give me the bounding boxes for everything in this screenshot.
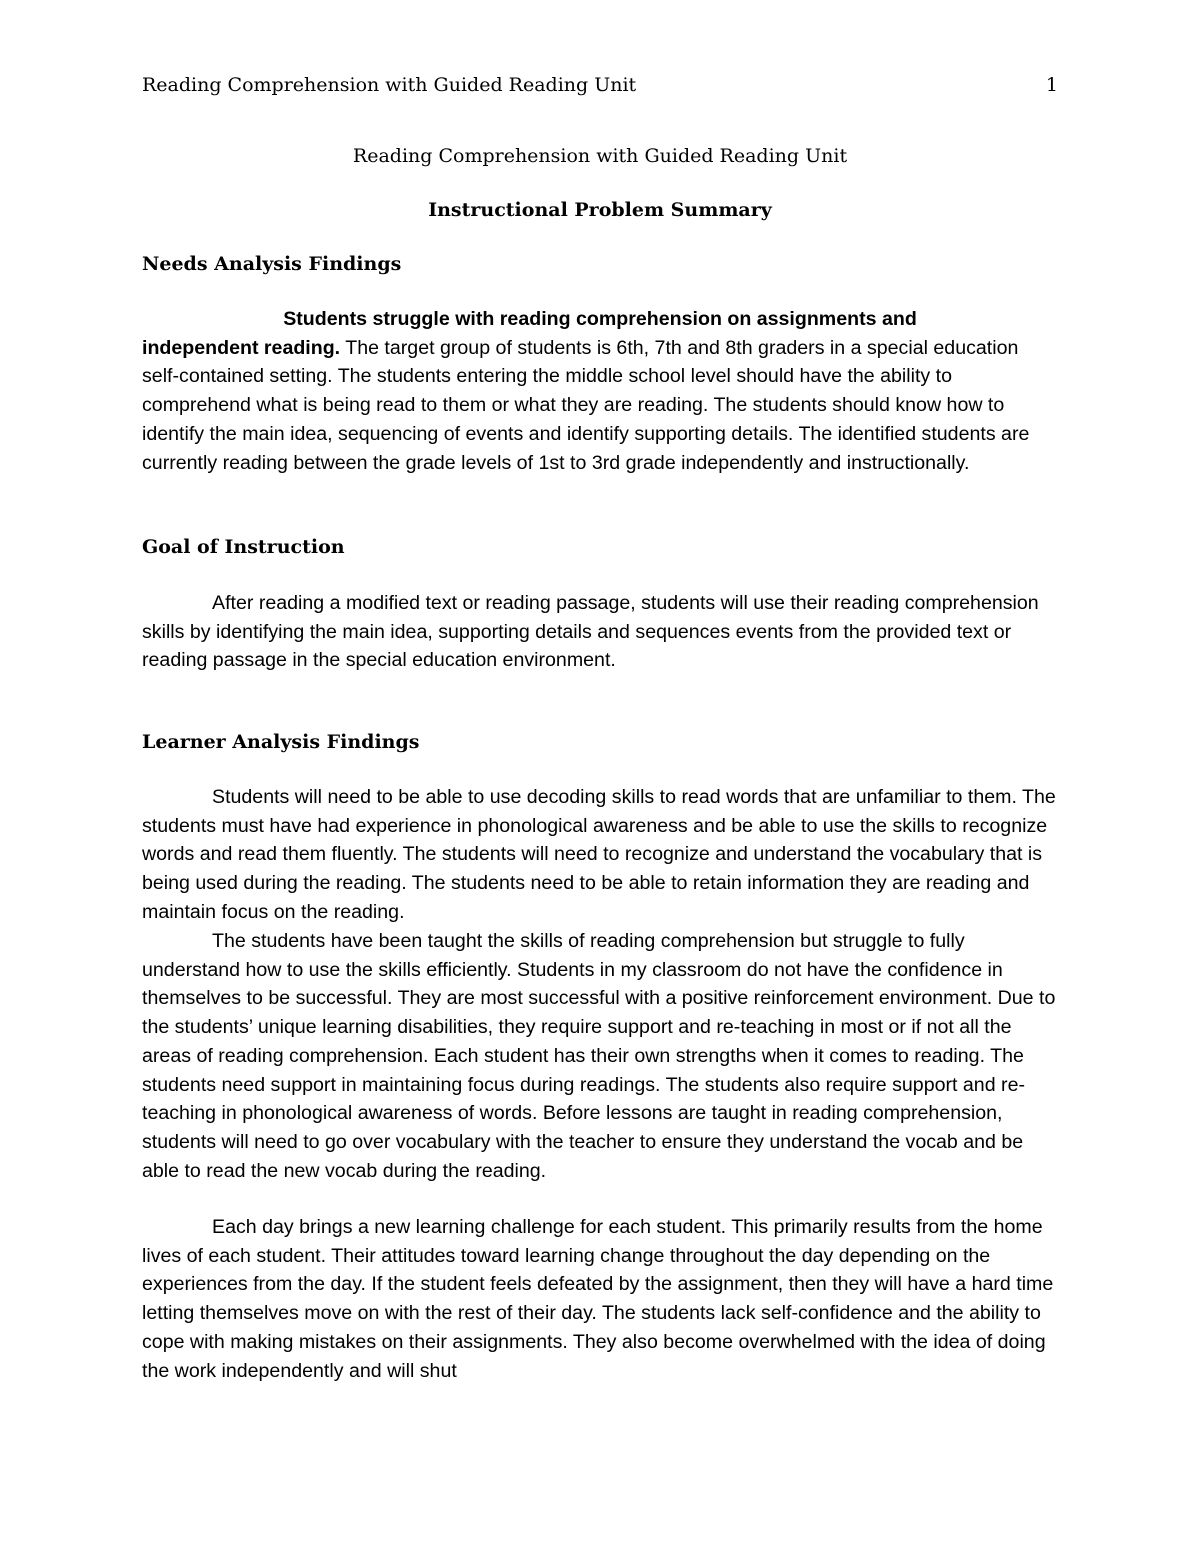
- learner-analysis-paragraph-3: [142, 1213, 1058, 1385]
- learner-paragraph-text: Each day brings a new learning challenge for each student. This primarily results from the home lives of each student. Their attitudes toward learning change throughout the day depending on the experiences from the day. If the student feels defeated by the assignment, then they will have a hard time letting themselves move on with the rest of their day. The students lack self-confidence and the ability to cope with making mistakes on their assignments. They also become overwhelmed with the idea of doing the work independently and will shut: [142, 1216, 1054, 1382]
- running-header-title: Reading Comprehension with Guided Reading Unit: [142, 74, 637, 96]
- page-header: [142, 74, 1058, 104]
- document-subtitle: Instructional Problem Summary: [428, 199, 772, 221]
- page-number: 1: [1045, 74, 1058, 96]
- goal-heading: Goal of Instruction: [142, 536, 345, 558]
- learner-analysis-paragraph-1: [142, 783, 1058, 927]
- needs-analysis-bold-line: Students struggle with reading comprehension on assignments and: [283, 308, 917, 330]
- learner-paragraph-text: The students have been taught the skills of reading comprehension but struggle to fully understand how to use the skills efficiently. Students in my classroom do not have the confidence in themselves to be successful. They are most successful with a positive reinforcement environment. Due to the students’ unique learning disabilities, they require support and re-teaching in most or if not all the areas of reading comprehension. Each student has their own strengths when it comes to reading. The students need support in maintaining focus during readings. The students also require support and re-teaching in phonological awareness of words. Before lessons are taught in reading comprehension, students will need to go over vocabulary with the teacher to ensure they understand the vocab and be able to read the new vocab during the reading.: [142, 930, 1056, 1182]
- needs-analysis-bold-lead: independent reading.: [142, 336, 341, 359]
- goal-body: After reading a modified text or reading passage, students will use their reading comprehension skills by identifying the main idea, supporting details and sequences events from the provided text or reading passage in the special education environment.: [142, 592, 1039, 672]
- learner-analysis-paragraph-2: [142, 927, 1058, 1185]
- learner-paragraph-text: Students will need to be able to use decoding skills to read words that are unfamiliar to them. The students must have had experience in phonological awareness and be able to use the skills to recognize words and read them fluently. The students will need to recognize and understand the vocabulary that is being used during the reading. The students need to be able to retain information they are reading and maintain focus on the reading.: [142, 786, 1056, 923]
- learner-analysis-heading: Learner Analysis Findings: [142, 731, 420, 753]
- document-title: Reading Comprehension with Guided Reading Unit: [352, 145, 848, 167]
- needs-analysis-heading: Needs Analysis Findings: [142, 253, 402, 275]
- goal-paragraph: [142, 589, 1058, 675]
- needs-analysis-paragraph: [142, 305, 1058, 477]
- needs-analysis-body: The target group of students is 6th, 7th and 8th graders in a special education self-contained setting. The students entering the middle school level should have the ability to comprehend what is being read to them or what they are reading. The students should know how to identify the main idea, sequencing of events and identify supporting details. The identified students are currently reading between the grade levels of 1st to 3rd grade independently and instructionally.: [142, 336, 1030, 474]
